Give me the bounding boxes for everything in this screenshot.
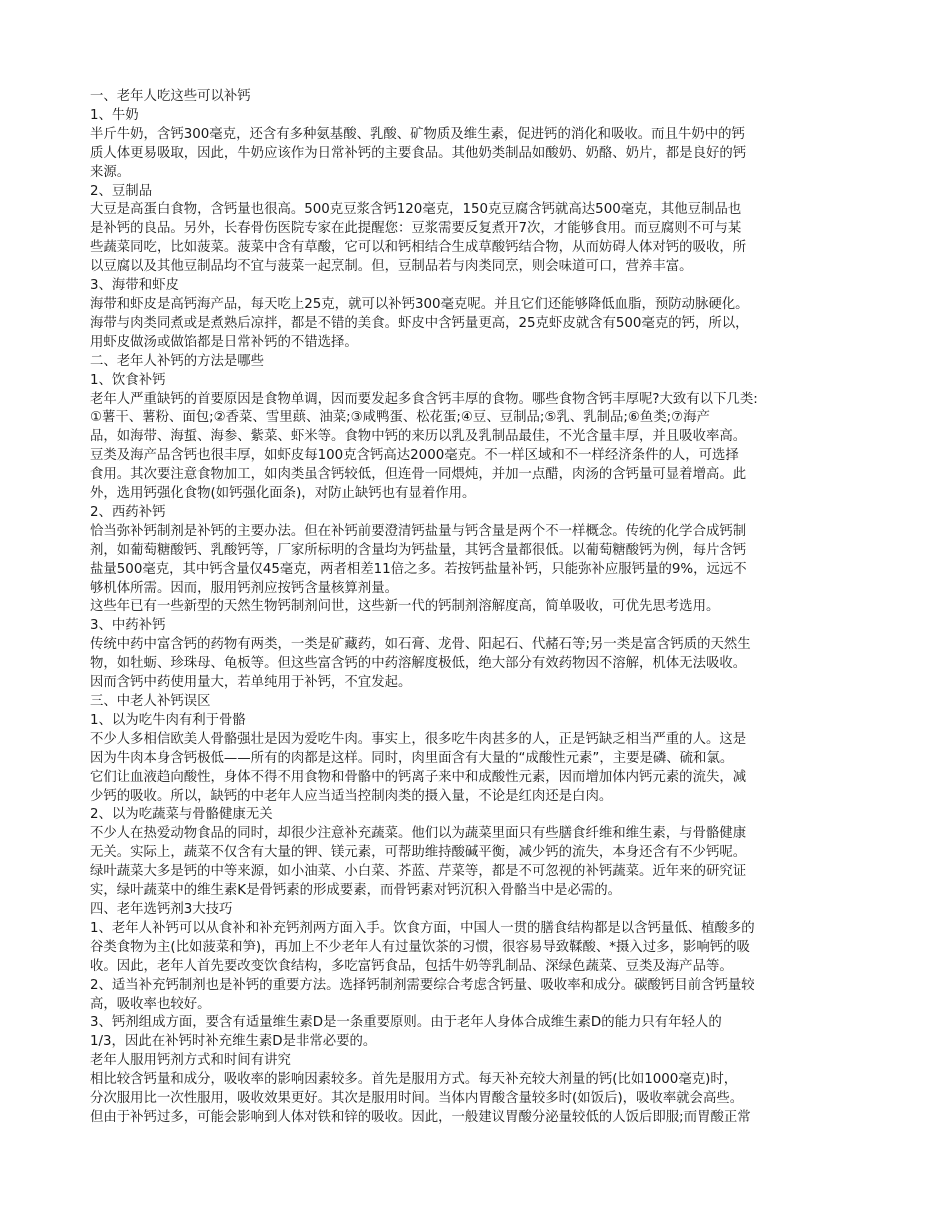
text-line: 外，选用钙强化食物(如钙强化面条)，对防止缺钙也有显着作用。 [90, 486, 476, 502]
text-line: 老年人严重缺钙的首要原因是食物单调，因而要发起多食含钙丰厚的食物。哪些食物含钙丰厚呢?大致有以下几类: [90, 391, 758, 407]
text-line: 够机体所需。因而，服用钙剂应按钙含量核算剂量。 [90, 580, 398, 596]
text-line: 恰当弥补钙制剂是补钙的主要办法。但在补钙前要澄清钙盐量与钙含量是两个不一样概念。传统的化学合成钙制 [90, 523, 747, 539]
text-line: 二、老年人补钙的方法是哪些 [90, 353, 265, 369]
text-line: 以豆腐以及其他豆制品均不宜与菠菜一起烹制。但，豆制品若与肉类同烹，则会味道可口，营养丰富。 [90, 259, 693, 275]
text-line: 无关。实际上，蔬菜不仅含有大量的钾、镁元素，可帮助维持酸碱平衡，减少钙的流失，本身还含有不少钙呢。 [90, 845, 747, 861]
text-line: 它们让血液趋向酸性，身体不得不用食物和骨骼中的钙离子来中和成酸性元素，因而增加体内钙元素的流失，减 [90, 769, 747, 785]
text-line: 2、以为吃蔬菜与骨骼健康无关 [90, 807, 273, 823]
text-line: 1、老年人补钙可以从食补和补充钙剂两方面入手。饮食方面，中国人一贯的膳食结构都是以含钙量低、植酸多的 [90, 920, 755, 936]
text-line: 相比较含钙量和成分，吸收率的影响因素较多。首先是服用方式。每天补充较大剂量的钙(比如1000毫克)时， [90, 1072, 738, 1088]
text-line: 2、西药补钙 [90, 504, 166, 520]
text-line: 高，吸收率也较好。 [90, 996, 211, 1012]
text-line: 物，如牡蛎、珍珠母、龟板等。但这些富含钙的中药溶解度极低，绝大部分有效药物因不溶解，机体无法吸收。 [90, 656, 747, 672]
text-line: 海带和虾皮是高钙海产品，每天吃上25克，就可以补钙300毫克呢。并且它们还能够降低血脂，预防动脉硬化。 [90, 296, 749, 312]
text-line: 谷类食物为主(比如菠菜和笋)，再加上不少老年人有过量饮茶的习惯，很容易导致鞣酸、*摄入过多，影响钙的吸 [90, 939, 750, 955]
text-line: 品，如海带、海蜇、海参、紫菜、虾米等。食物中钙的来历以乳及乳制品最佳，不光含量丰厚，并且吸收率高。 [90, 429, 747, 445]
text-line: 用虾皮做汤或做馅都是日常补钙的不错选择。 [90, 334, 358, 350]
text-line: 实，绿叶蔬菜中的维生素K是骨钙素的形成要素，而骨钙素对钙沉积入骨骼当中是必需的。 [90, 883, 622, 899]
text-line: 1、以为吃牛肉有利于骨骼 [90, 712, 246, 728]
text-line: 2、适当补充钙制剂也是补钙的重要方法。选择钙制剂需要综合考虑含钙量、吸收率和成分。碳酸钙目前含钙量较 [90, 977, 755, 993]
text-line: 些蔬菜同吃，比如菠菜。菠菜中含有草酸，它可以和钙相结合生成草酸钙结合物，从而妨碍人体对钙的吸收，所 [90, 240, 747, 256]
text-line: 半斤牛奶，含钙300毫克，还含有多种氨基酸、乳酸、矿物质及维生素，促进钙的消化和吸收。而且牛奶中的钙 [90, 126, 745, 142]
text-line: 分次服用比一次性服用，吸收效果更好。其次是服用时间。当体内胃酸含量较多时(如饭后)，吸收率就会高些。 [90, 1091, 744, 1107]
text-line: 是补钙的良品。另外，长春骨伤医院专家在此提醒您：豆浆需要反复煮开7次，才能够食用。而豆腐则不可与某 [90, 221, 742, 237]
text-line: 1、饮食补钙 [90, 372, 166, 388]
text-line: 海带与肉类同煮或是煮熟后凉拌，都是不错的美食。虾皮中含钙量更高，25克虾皮就含有500毫克的钙，所以， [90, 315, 749, 331]
text-line: 质人体更易吸取，因此，牛奶应该作为日常补钙的主要食品。其他奶类制品如酸奶、奶酪、奶片，都是良好的钙 [90, 145, 747, 161]
text-line: 3、海带和虾皮 [90, 278, 179, 294]
text-line: 盐量500毫克，其中钙含量仅45毫克，两者相差11倍之多。若按钙盐量补钙，只能弥补应服钙量的9%，远远不 [90, 561, 747, 577]
text-line: 2、豆制品 [90, 183, 153, 199]
text-line: 豆类及海产品含钙也很丰厚，如虾皮每100克含钙高达2000毫克。不一样区域和不一样经济条件的人，可选择 [90, 448, 739, 464]
document-body [90, 88, 870, 1128]
text-line: 一、老年人吃这些可以补钙 [90, 89, 251, 104]
text-line: 不少人在热爱动物食品的同时，却很少注意补充蔬菜。他们以为蔬菜里面只有些膳食纤维和维生素，与骨骼健康 [90, 826, 747, 842]
text-line: 因为牛肉本身含钙极低——所有的肉都是这样。同时，肉里面含有大量的“成酸性元素”，主要是磷、硫和氯。 [90, 750, 734, 766]
text-line: 四、老年选钙剂3大技巧 [90, 901, 233, 917]
text-line: 老年人服用钙剂方式和时间有讲究 [90, 1053, 291, 1069]
text-line: 绿叶蔬菜大多是钙的中等来源，如小油菜、小白菜、芥蓝、芹菜等，都是不可忽视的补钙蔬菜。近年来的研究证 [90, 864, 747, 880]
text-line: 但由于补钙过多，可能会影响到人体对铁和锌的吸收。因此，一般建议胃酸分泌量较低的人饭后即服;而胃酸正常 [90, 1109, 751, 1125]
text-line: 因而含钙中药使用量大，若单纯用于补钙，不宜发起。 [90, 675, 412, 691]
text-line: 大豆是高蛋白食物，含钙量也很高。500克豆浆含钙120毫克，150克豆腐含钙就高达500毫克，其他豆制品也 [90, 202, 742, 218]
text-line: 来源。 [90, 164, 131, 180]
text-line: 这些年已有一些新型的天然生物钙制剂问世，这些新一代的钙制剂溶解度高，简单吸收，可优先思考选用。 [90, 599, 720, 615]
text-line: ①薯干、薯粉、面包;②香菜、雪里蕻、油菜;③咸鸭蛋、松花蛋;④豆、豆制品;⑤乳、乳制品;⑥鱼类;⑦海产 [90, 410, 710, 426]
text-line: 食用。其次要注意食物加工，如肉类虽含钙较低，但连骨一同煨炖，并加一点醋，肉汤的含钙量可显着增高。此 [90, 467, 747, 483]
text-line: 1、牛奶 [90, 107, 139, 123]
text-line: 1/3，因此在补钙时补充维生素D是非常必要的。 [90, 1034, 377, 1050]
text-line: 3、中药补钙 [90, 618, 166, 634]
text-line: 少钙的吸收。所以，缺钙的中老年人应当适当控制肉类的摄入量，不论是红肉还是白肉。 [90, 788, 613, 804]
text-line: 剂，如葡萄糖酸钙、乳酸钙等，厂家所标明的含量均为钙盐量，其钙含量都很低。以葡萄糖酸钙为例，每片含钙 [90, 542, 747, 558]
text-line: 三、中老人补钙误区 [90, 694, 211, 709]
text-line: 3、钙剂组成方面，要含有适量维生素D是一条重要原则。由于老年人身体合成维生素D的能力只有年轻人的 [90, 1015, 722, 1031]
text-line: 不少人多相信欧美人骨骼强壮是因为爱吃牛肉。事实上，很多吃牛肉甚多的人，正是钙缺乏相当严重的人。这是 [90, 731, 747, 747]
text-line: 收。因此，老年人首先要改变饮食结构，多吃富钙食品，包括牛奶等乳制品、深绿色蔬菜、豆类及海产品等。 [90, 958, 733, 974]
text-line: 传统中药中富含钙的药物有两类，一类是矿藏药，如石膏、龙骨、阳起石、代赭石等;另一类是富含钙质的天然生 [90, 637, 751, 653]
